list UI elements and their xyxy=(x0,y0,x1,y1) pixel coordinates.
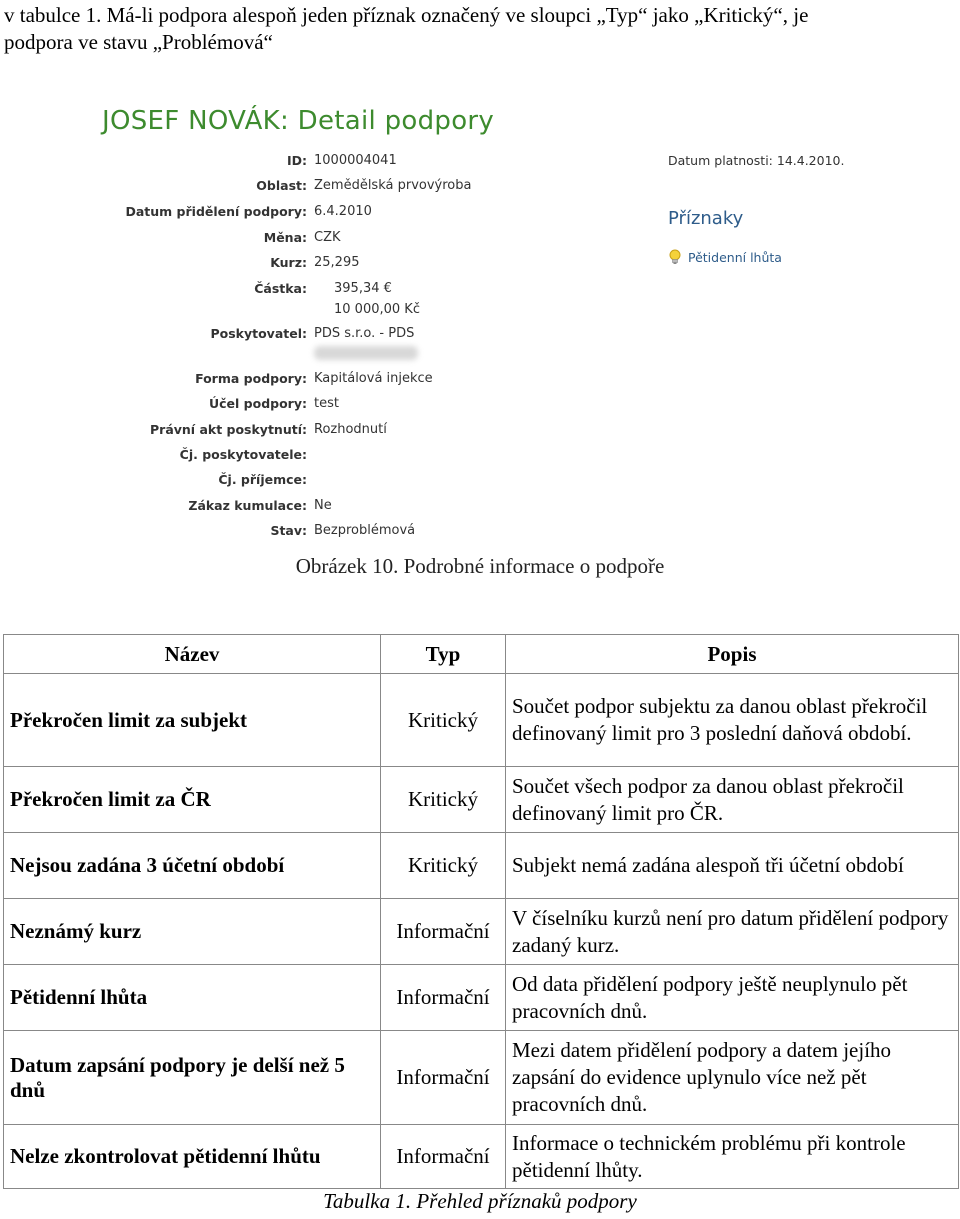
validity-date: Datum platnosti: 14.4.2010. xyxy=(668,153,845,168)
table-row xyxy=(4,767,959,833)
table-row xyxy=(4,833,959,899)
flag-description: Informace o technickém problému při kontrole pětidenní lhůty. xyxy=(506,1125,959,1189)
flag-description: V číselníku kurzů není pro datum přidělení podpory zadaný kurz. xyxy=(506,899,959,965)
flag-description: Od data přidělení podpory ještě neuplynulo pět pracovních dnů. xyxy=(506,965,959,1031)
detail-value: 395,34 € xyxy=(334,281,392,296)
redacted-text xyxy=(314,346,418,360)
table-row xyxy=(4,1031,959,1125)
detail-label: Zákaz kumulace: xyxy=(188,498,307,513)
table-row xyxy=(4,899,959,965)
detail-value: 1000004041 xyxy=(314,153,397,168)
detail-label: Kurz: xyxy=(270,255,307,270)
flag-type: Informační xyxy=(381,899,506,965)
detail-value: test xyxy=(314,396,339,411)
table-row xyxy=(4,674,959,767)
detail-label: Částka: xyxy=(254,281,307,296)
detail-label: Forma podpory: xyxy=(195,371,307,386)
detail-value: Ne xyxy=(314,498,332,513)
detail-label: Měna: xyxy=(263,230,307,245)
flag-name: Pětidenní lhůta xyxy=(4,965,381,1031)
flag-type: Informační xyxy=(381,965,506,1031)
flags-table xyxy=(3,634,959,1189)
detail-label: Poskytovatel: xyxy=(210,326,307,341)
detail-label: Účel podpory: xyxy=(208,396,307,411)
detail-label: Právní akt poskytnutí: xyxy=(150,422,307,437)
detail-value: 25,295 xyxy=(314,255,360,270)
figure-caption: Obrázek 10. Podrobné informace o podpoře xyxy=(295,554,665,578)
detail-side-panel xyxy=(668,153,845,265)
detail-value: CZK xyxy=(314,230,341,245)
detail-title: JOSEF NOVÁK: Detail podpory xyxy=(102,106,495,136)
detail-label: Datum přidělení podpory: xyxy=(125,204,307,219)
flag-description: Mezi datem přidělení podpory a datem jejího zapsání do evidence uplynulo více než pět pracovních dnů. xyxy=(506,1031,959,1125)
detail-label: Čj. příjemce: xyxy=(218,472,307,487)
header-description: Popis xyxy=(506,635,959,674)
flag-type: Kritický xyxy=(381,767,506,833)
flag-name: Datum zapsání podpory je delší než 5 dnů xyxy=(4,1031,381,1125)
flags-heading: Příznaky xyxy=(668,208,744,229)
intro-line-1: v tabulce 1. Má-li podpora alespoň jeden příznak označený ve sloupci „Typ“ jako „Kritický“, je xyxy=(4,3,809,27)
table-row xyxy=(4,965,959,1031)
detail-label: ID: xyxy=(286,153,307,168)
detail-value: Bezproblémová xyxy=(314,523,416,538)
header-name: Název xyxy=(4,635,381,674)
flag-name: Překročen limit za subjekt xyxy=(4,674,381,767)
detail-value: Zemědělská prvovýroba xyxy=(314,178,472,193)
flag-description: Součet podpor subjektu za danou oblast překročil definovaný limit pro 3 poslední daňová období. xyxy=(506,674,959,767)
flag-type: Kritický xyxy=(381,833,506,899)
flag-name: Nelze zkontrolovat pětidenní lhůtu xyxy=(4,1125,381,1189)
table-caption: Tabulka 1. Přehled příznaků podpory xyxy=(323,1189,637,1213)
flag-item-label: Pětidenní lhůta xyxy=(688,250,782,265)
flag-name: Překročen limit za ČR xyxy=(4,767,381,833)
detail-value: Kapitálová injekce xyxy=(314,371,433,386)
detail-label: Stav: xyxy=(270,523,307,538)
support-detail-screenshot xyxy=(97,100,857,545)
detail-value: 10 000,00 Kč xyxy=(334,302,420,317)
flag-item[interactable] xyxy=(668,249,782,265)
lightbulb-icon xyxy=(668,249,682,265)
flag-description: Součet všech podpor za danou oblast překročil definovaný limit pro ČR. xyxy=(506,767,959,833)
detail-value: 6.4.2010 xyxy=(314,204,372,219)
flag-name: Nejsou zadána 3 účetní období xyxy=(4,833,381,899)
header-type: Typ xyxy=(381,635,506,674)
flag-name: Neznámý kurz xyxy=(4,899,381,965)
table-row xyxy=(4,1125,959,1189)
detail-value: PDS s.r.o. - PDS xyxy=(314,326,415,341)
detail-value: Rozhodnutí xyxy=(314,422,387,437)
detail-label: Oblast: xyxy=(256,178,307,193)
table-header-row xyxy=(4,635,959,674)
intro-line-2: podpora ve stavu „Problémová“ xyxy=(4,30,273,54)
flag-type: Informační xyxy=(381,1031,506,1125)
flag-type: Kritický xyxy=(381,674,506,767)
flag-type: Informační xyxy=(381,1125,506,1189)
detail-label: Čj. poskytovatele: xyxy=(179,447,307,462)
intro-text xyxy=(4,2,956,56)
flag-description: Subjekt nemá zadána alespoň tři účetní období xyxy=(506,833,959,899)
